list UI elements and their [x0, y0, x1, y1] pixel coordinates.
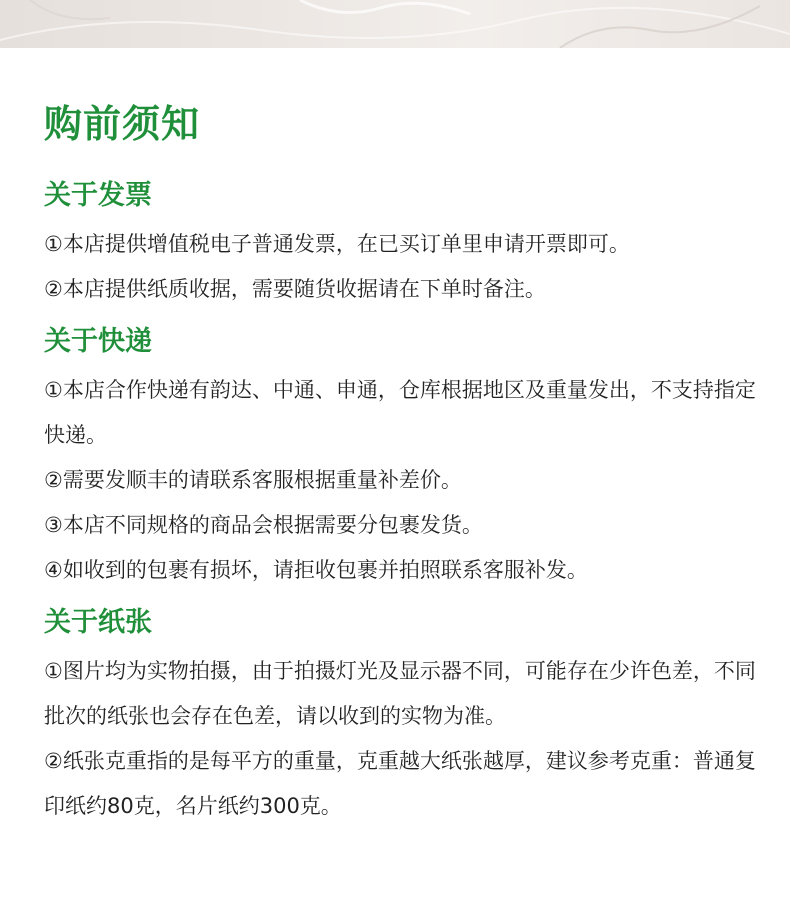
list-item: ①本店合作快递有韵达、中通、申通，仓库根据地区及重量发出，不支持指定快递。	[44, 378, 756, 447]
list-item: ①图片均为实物拍摄，由于拍摄灯光及显示器不同，可能存在少许色差，不同批次的纸张也会存在色差，请以收到的实物为准。	[44, 659, 756, 728]
list-item: ②本店提供纸质收据，需要随货收据请在下单时备注。	[44, 277, 546, 301]
page-title: 购前须知	[44, 102, 201, 146]
top-banner-image	[0, 0, 790, 48]
list-item: ④如收到的包裹有损坏，请拒收包裹并拍照联系客服补发。	[44, 558, 588, 582]
section-paper	[44, 603, 774, 829]
list-item: ②纸张克重指的是每平方的重量，克重越大纸张越厚，建议参考克重：普通复印纸约80克，名片纸约300克。	[44, 749, 756, 818]
section-delivery	[44, 322, 774, 593]
banner-texture	[0, 0, 790, 48]
list-item: ①本店提供增值税电子普通发票，在已买订单里申请开票即可。	[44, 232, 630, 256]
section-heading: 关于发票	[44, 180, 152, 211]
section-invoice	[44, 176, 774, 312]
section-heading: 关于纸张	[44, 607, 152, 638]
list-item: ③本店不同规格的商品会根据需要分包裹发货。	[44, 513, 483, 537]
list-item: ②需要发顺丰的请联系客服根据重量补差价。	[44, 468, 462, 492]
notice-content	[44, 96, 774, 839]
section-heading: 关于快递	[44, 326, 152, 357]
